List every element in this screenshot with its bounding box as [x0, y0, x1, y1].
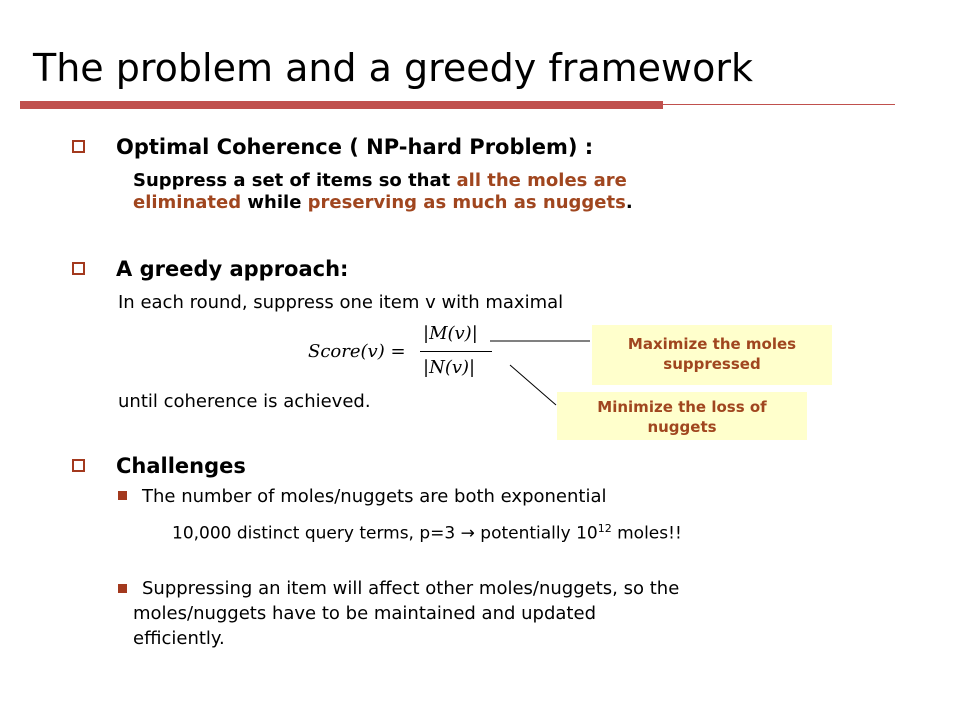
formula-denominator: |N(v)|: [423, 357, 476, 378]
challenge-item: The number of moles/nuggets are both exponential: [142, 486, 607, 507]
text-span: while: [241, 192, 308, 213]
section-text-line: [133, 170, 627, 192]
arrow-right-icon: →: [460, 523, 475, 544]
text-span: 10,000 distinct query terms, p=3: [172, 523, 461, 544]
challenge-item-cont: moles/nuggets have to be maintained and updated: [133, 603, 596, 624]
filled-square-bullet-icon: [118, 491, 127, 500]
text-span: potentially 10: [474, 523, 598, 544]
section-heading-challenges: Challenges: [116, 454, 246, 478]
challenge-item-cont: efficiently.: [133, 628, 225, 649]
text-span: moles!!: [611, 523, 682, 544]
section-text-line: until coherence is achieved.: [118, 391, 371, 412]
text-span: .: [625, 192, 633, 213]
exponent: 12: [597, 522, 612, 535]
hollow-square-bullet-icon: [72, 140, 85, 153]
section-text-line: [133, 192, 633, 214]
text-span: Suppress a set of items so that: [133, 170, 457, 191]
callout-minimize-loss: Minimize the loss of nuggets: [557, 392, 807, 440]
challenge-subitem: [172, 518, 682, 545]
section-text-line: In each round, suppress one item v with maximal: [118, 292, 564, 313]
slide-title: The problem and a greedy framework: [33, 46, 753, 90]
hollow-square-bullet-icon: [72, 262, 85, 275]
filled-square-bullet-icon: [118, 584, 127, 593]
formula-numerator: |M(v)|: [423, 323, 478, 344]
challenge-item: Suppressing an item will affect other moles/nuggets, so the: [142, 578, 680, 599]
highlight-span: all the moles are: [456, 170, 627, 191]
section-heading-greedy-approach: A greedy approach:: [116, 257, 349, 281]
formula-fraction-bar: [420, 351, 492, 352]
callout-maximize-moles: Maximize the moles suppressed: [592, 325, 832, 385]
highlight-span: preserving as much as nuggets: [307, 192, 626, 213]
hollow-square-bullet-icon: [72, 459, 85, 472]
section-heading-optimal-coherence: Optimal Coherence ( NP-hard Problem) :: [116, 135, 594, 159]
formula-lhs: Score(v) =: [308, 341, 406, 362]
highlight-span: eliminated: [133, 192, 242, 213]
title-underline-bar: [20, 101, 663, 109]
